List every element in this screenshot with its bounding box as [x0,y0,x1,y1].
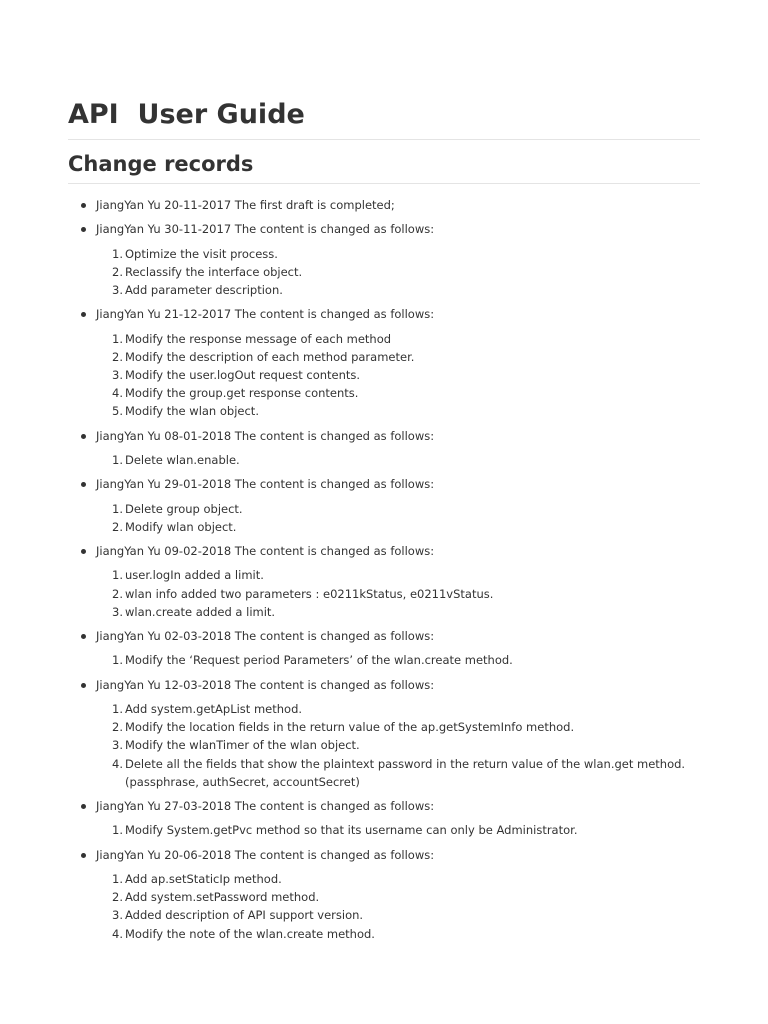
change-list [96,700,700,791]
change-item: Reclassify the interface object. [125,264,303,279]
change-list [96,245,700,300]
change-list [96,870,700,943]
change-list [96,651,700,669]
page-title: API User Guide [68,98,700,140]
change-item: Add parameter description. [125,283,283,297]
change-item: Modify the note of the wlan.create method. [125,926,375,941]
change-item: Modify wlan object. [125,519,237,534]
change-record [96,797,700,839]
change-records-list [68,196,700,949]
change-item: Delete all the fields that show the plaintext password in the return value of the wlan.get method. (passphrase, authSecret, accountSecret) [125,756,686,789]
change-item: Modify the ‘Request period Parameters’ of the wlan.create method. [125,653,513,668]
record-text: JiangYan Yu 20-06-2018 The content is changed as follows: [96,847,435,862]
change-record [96,542,700,621]
section-title: Change records [68,150,700,184]
change-list [96,451,700,469]
change-item: wlan info added two parameters : e0211kStatus, e0211vStatus. [125,586,494,601]
change-record [96,305,700,420]
change-item: Modify the location fields in the return value of the ap.getSystemInfo method. [125,720,575,735]
change-record [96,676,700,791]
record-text: JiangYan Yu 12-03-2018 The content is changed as follows: [96,677,435,692]
change-item: Modify the wlan object. [125,404,259,419]
change-item: Added description of API support version. [125,908,364,923]
record-text: JiangYan Yu 09-02-2018 The content is changed as follows: [96,544,435,559]
record-text: JiangYan Yu 20-11-2017 The first draft is completed; [96,198,395,212]
change-record [96,627,700,669]
change-record [96,846,700,943]
change-item: Modify System.getPvc method so that its username can only be Administrator. [125,823,578,838]
change-record [96,220,700,299]
change-list [96,330,700,421]
record-text: JiangYan Yu 29-01-2018 The content is changed as follows: [96,477,435,492]
change-list [96,566,700,621]
change-item: Modify the description of each method parameter. [125,349,415,364]
change-item: Modify the group.get response contents. [125,386,359,401]
change-item: Delete group object. [125,501,243,516]
record-text: JiangYan Yu 02-03-2018 The content is changed as follows: [96,629,435,644]
change-item: Add system.getApList method. [125,701,303,716]
record-text: JiangYan Yu 08-01-2018 The content is changed as follows: [96,428,435,443]
change-record [96,427,700,469]
change-record [96,475,700,536]
change-item: Modify the response message of each method [125,331,392,346]
change-item: user.logIn added a limit. [125,568,264,583]
record-text: JiangYan Yu 21-12-2017 The content is changed as follows: [96,307,435,322]
change-record [96,196,700,214]
record-text: JiangYan Yu 30-11-2017 The content is changed as follows: [96,222,435,237]
change-item: Delete wlan.enable. [125,453,240,467]
change-item: Modify the user.logOut request contents. [125,368,361,382]
change-item: Add system.setPassword method. [125,890,320,905]
change-item: wlan.create added a limit. [125,604,276,619]
change-list [96,821,700,839]
change-list [96,500,700,536]
change-item: Add ap.setStaticIp method. [125,871,282,886]
change-item: Optimize the visit process. [125,246,278,261]
record-text: JiangYan Yu 27-03-2018 The content is changed as follows: [96,799,435,814]
change-item: Modify the wlanTimer of the wlan object. [125,738,360,753]
